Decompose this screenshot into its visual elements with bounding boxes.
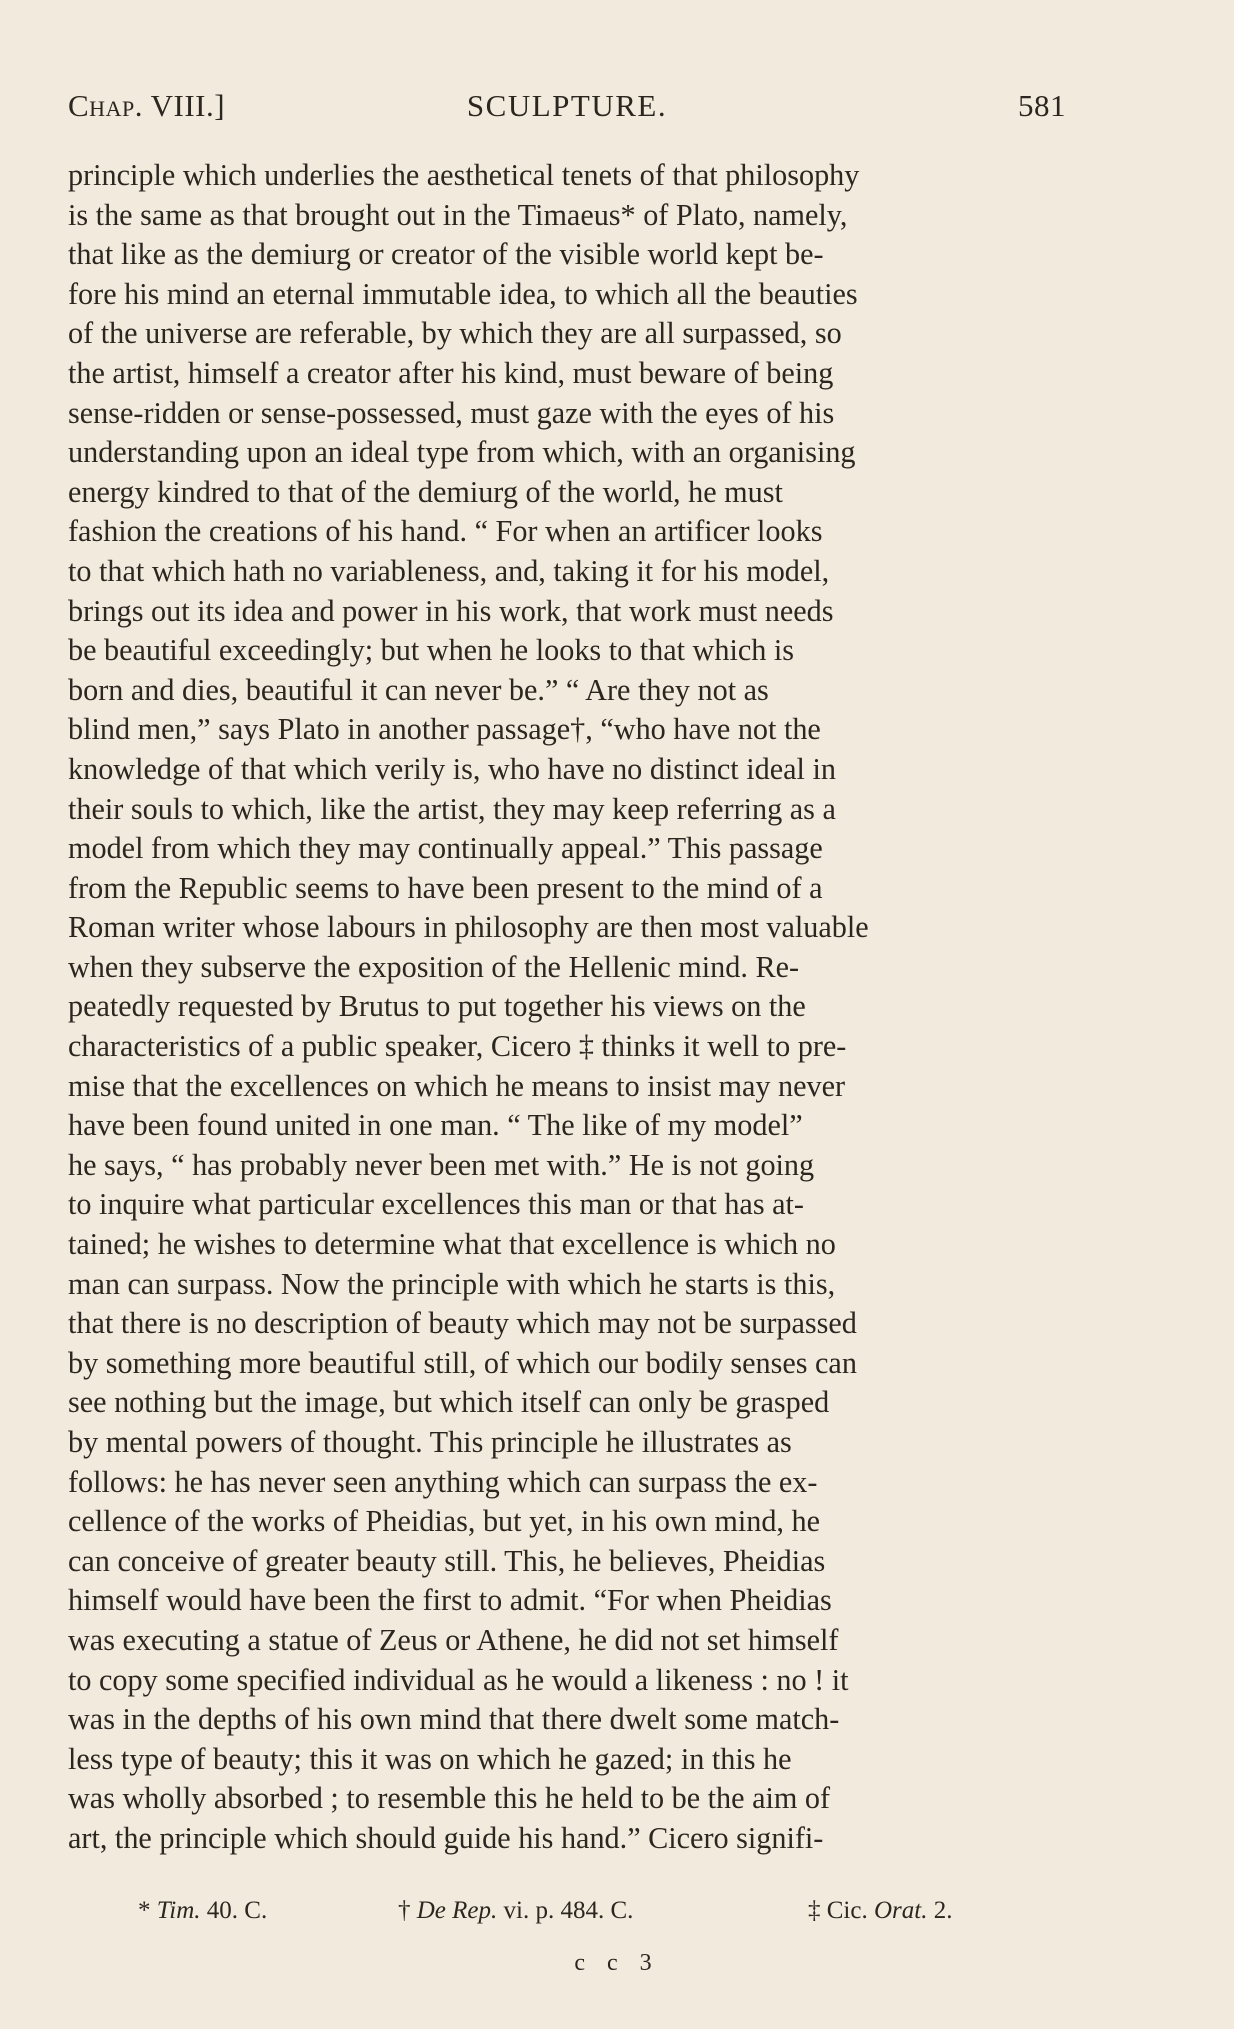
text-line: when they subserve the exposition of the Hellenic mind. Re- — [68, 949, 800, 984]
footnote-source: De Rep. — [416, 1897, 498, 1924]
footnote-ref: vi. p. 484. C. — [503, 1897, 634, 1924]
text-line: energy kindred to that of the demiurg of the world, he must — [68, 474, 783, 509]
text-line: sense-ridden or sense-possessed, must gaze with the eyes of his — [68, 395, 835, 430]
footnote-ref: 40. C. — [206, 1897, 268, 1924]
footnote-mark: * — [138, 1897, 151, 1924]
text-line: is the same as that brought out in the Timaeus* of Plato, namely, — [68, 197, 848, 232]
text-line: fashion the creations of his hand. “ For when an artificer looks — [68, 514, 823, 549]
text-line: less type of beauty; this it was on which he gazed; in this he — [68, 1741, 792, 1776]
text-line: he says, “ has probably never been met with.” He is not going — [68, 1147, 815, 1182]
page-number: 581 — [1018, 88, 1066, 123]
text-line: Roman writer whose labours in philosophy are then most valuable — [68, 910, 869, 945]
text-line: brings out its idea and power in his work, that work must needs — [68, 593, 834, 628]
text-line: model from which they may continually appeal.” This passage — [68, 831, 823, 866]
footnotes — [68, 1897, 1071, 1937]
text-line: tained; he wishes to determine what that excellence is which no — [68, 1227, 836, 1262]
footnote-2 — [398, 1897, 633, 1925]
text-line: himself would have been the first to admit. “For when Pheidias — [68, 1583, 832, 1618]
printer-signature: c c 3 — [574, 1950, 660, 1976]
text-line: to inquire what particular excellences this man or that has at- — [68, 1187, 804, 1222]
text-line: mise that the excellences on which he means to insist may never — [68, 1068, 846, 1103]
text-line: the artist, himself a creator after his kind, must beware of being — [68, 355, 834, 390]
text-line: fore his mind an eternal immutable idea, to which all the beauties — [68, 276, 858, 311]
footnote-source: Cic. — [826, 1897, 868, 1924]
body-text — [68, 156, 1071, 1859]
text-line: understanding upon an ideal type from which, with an organising — [68, 435, 856, 470]
text-line: be beautiful exceedingly; but when he looks to that which is — [68, 633, 795, 668]
text-line: can conceive of greater beauty still. This, he believes, Pheidias — [68, 1543, 826, 1578]
text-line: by something more beautiful still, of which our bodily senses can — [68, 1345, 857, 1380]
text-line: peatedly requested by Brutus to put together his views on the — [68, 989, 806, 1024]
text-line: cellence of the works of Pheidias, but yet, in his own mind, he — [68, 1504, 821, 1539]
text-line: characteristics of a public speaker, Cicero ‡ thinks it well to pre- — [68, 1029, 847, 1064]
text-line: man can surpass. Now the principle with which he starts is this, — [68, 1266, 836, 1301]
text-line: follows: he has never seen anything which can surpass the ex- — [68, 1464, 818, 1499]
text-line: to that which hath no variableness, and, taking it for his model, — [68, 553, 830, 588]
chapter-label: Chap. VIII.] — [68, 88, 226, 123]
text-line: was executing a statue of Zeus or Athene, he did not set himself — [68, 1622, 839, 1657]
text-line: their souls to which, like the artist, they may keep referring as a — [68, 791, 836, 826]
text-line: knowledge of that which verily is, who have no distinct ideal in — [68, 751, 836, 786]
footnote-mark: ‡ — [808, 1897, 821, 1924]
footnote-source: Tim. — [156, 1897, 201, 1924]
text-line: that there is no description of beauty which may not be surpassed — [68, 1306, 857, 1341]
page-title: SCULPTURE. — [466, 88, 668, 123]
text-line: art, the principle which should guide his hand.” Cicero signifi- — [68, 1820, 824, 1855]
text-line: to copy some specified individual as he would a likeness : no ! it — [68, 1662, 849, 1697]
text-line: was in the depths of his own mind that there dwelt some match- — [68, 1702, 840, 1737]
text-line: born and dies, beautiful it can never be.” “ Are they not as — [68, 672, 769, 707]
footnote-3 — [808, 1897, 952, 1925]
text-line: see nothing but the image, but which itself can only be grasped — [68, 1385, 830, 1420]
text-line: blind men,” says Plato in another passage†, “who have not the — [68, 712, 821, 747]
text-line: was wholly absorbed ; to resemble this he held to be the aim of — [68, 1781, 831, 1816]
text-line: of the universe are referable, by which they are all surpassed, so — [68, 316, 842, 351]
footnote-mark: † — [398, 1897, 411, 1924]
running-head — [68, 88, 1066, 128]
footnote-ref: 2. — [933, 1897, 953, 1924]
text-line: have been found united in one man. “ The like of my model” — [68, 1108, 803, 1143]
text-line: from the Republic seems to have been present to the mind of a — [68, 870, 823, 905]
footnote-1 — [138, 1897, 267, 1925]
text-line: by mental powers of thought. This principle he illustrates as — [68, 1425, 792, 1459]
text-line: that like as the demiurg or creator of the visible world kept be- — [68, 237, 824, 272]
footnote-source-2: Orat. — [873, 1897, 928, 1924]
text-line: principle which underlies the aesthetical tenets of that philosophy — [68, 158, 860, 192]
